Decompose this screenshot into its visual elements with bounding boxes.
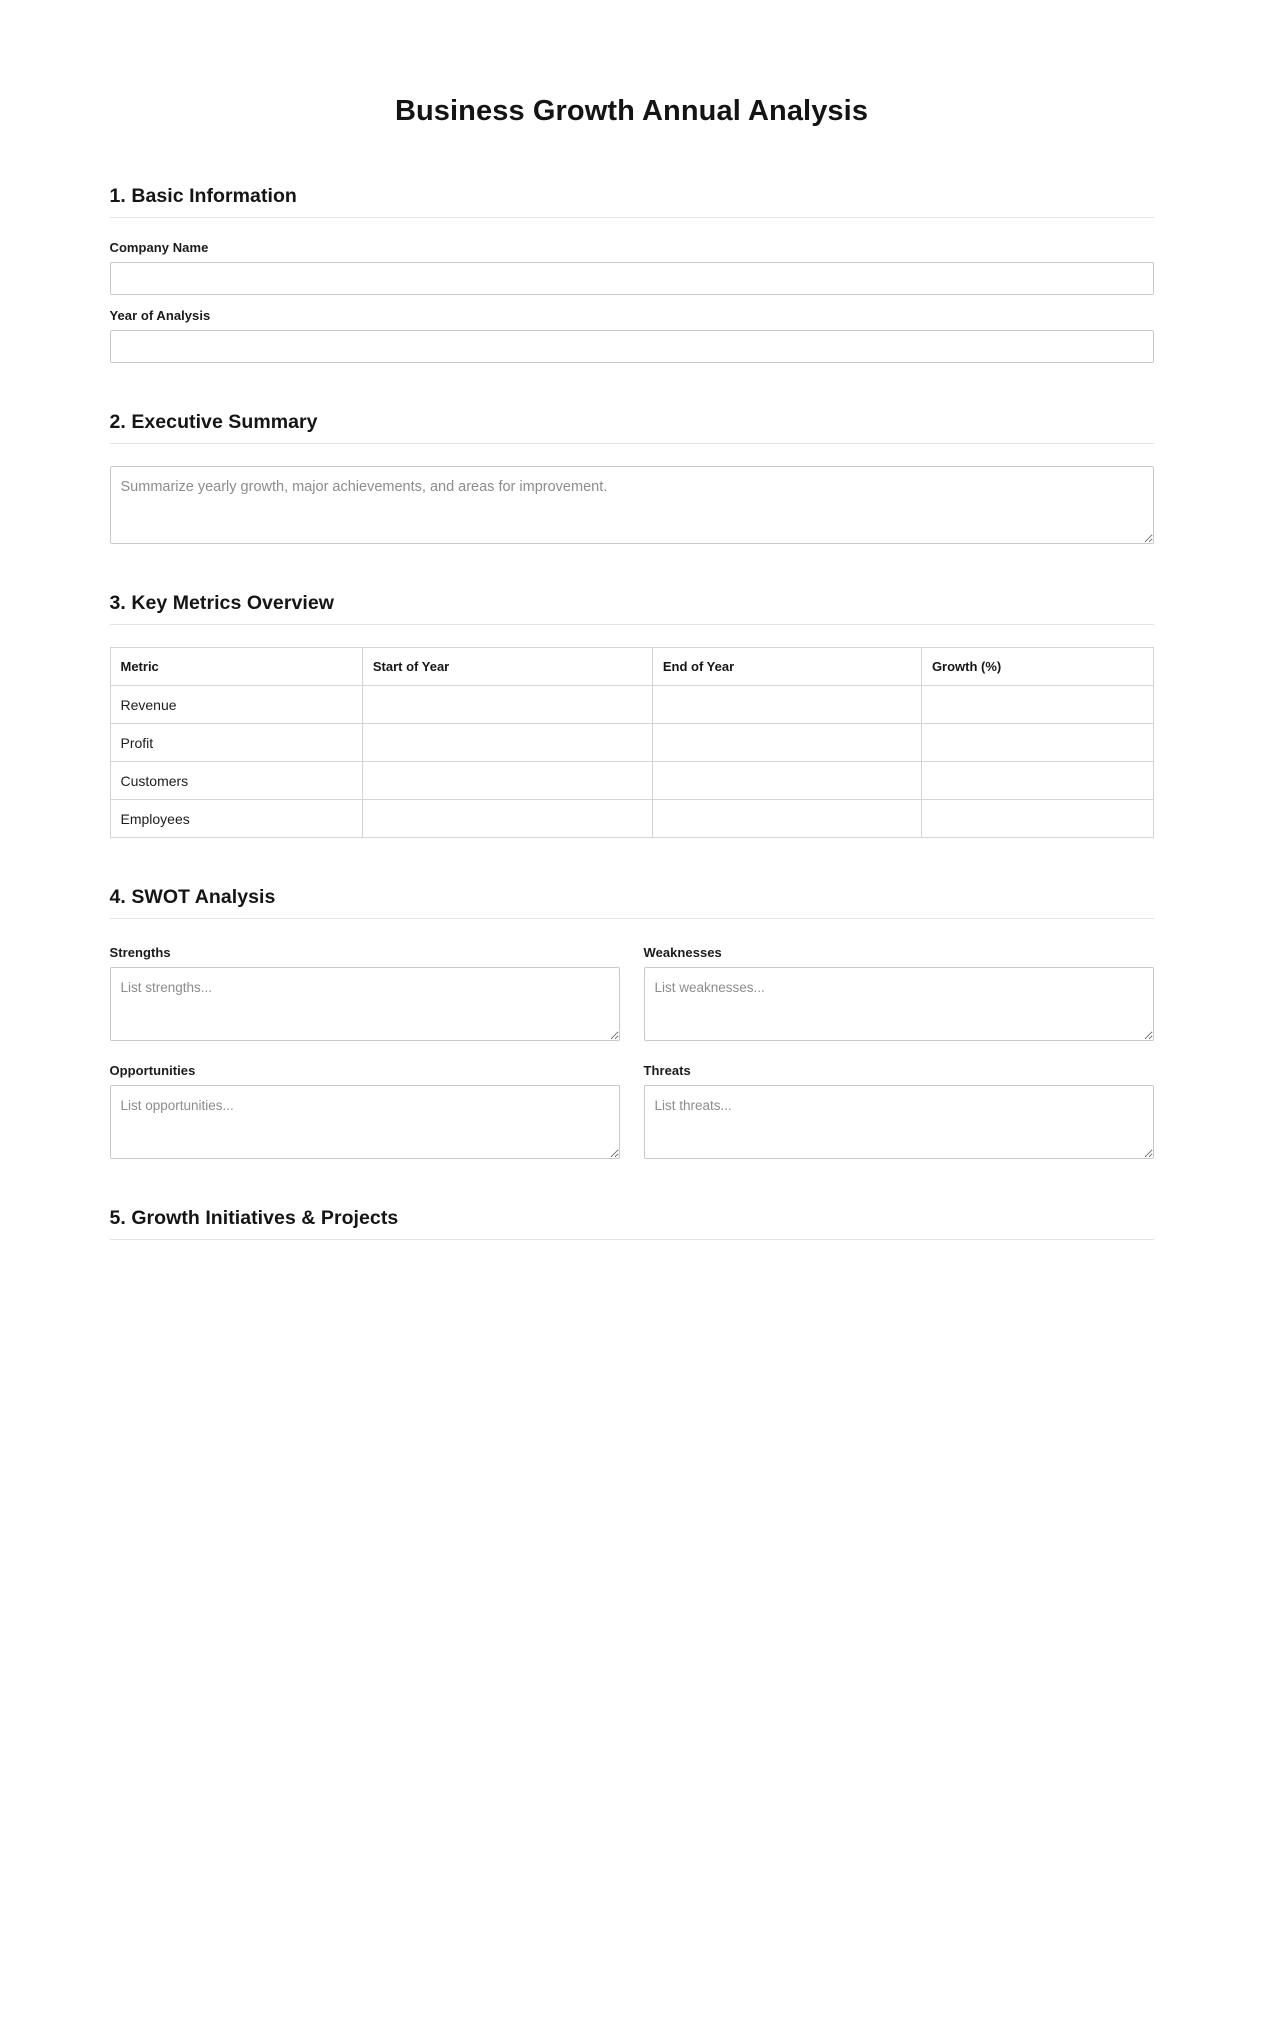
customers-growth-input[interactable]	[932, 773, 1143, 789]
customers-end-input[interactable]	[663, 773, 911, 789]
table-header-row	[110, 648, 1153, 686]
opportunities-label: Opportunities	[109, 1063, 196, 1078]
cell-start-of-year[interactable]	[362, 762, 652, 800]
section-heading-swot: 4. SWOT Analysis	[109, 886, 276, 908]
cell-growth[interactable]	[921, 800, 1153, 838]
column-header-end-of-year: End of Year	[652, 648, 921, 686]
profit-end-input[interactable]	[663, 735, 911, 751]
swot-quadrant-strengths	[110, 945, 620, 1041]
employees-start-input[interactable]	[373, 811, 642, 827]
revenue-growth-input[interactable]	[932, 697, 1143, 713]
swot-quadrant-opportunities	[110, 1063, 620, 1159]
profit-start-input[interactable]	[373, 735, 642, 751]
threats-label: Threats	[643, 1063, 691, 1078]
weaknesses-textarea[interactable]	[644, 967, 1154, 1041]
table-row	[110, 686, 1153, 724]
cell-start-of-year[interactable]	[362, 724, 652, 762]
cell-growth[interactable]	[921, 686, 1153, 724]
cell-start-of-year[interactable]	[362, 686, 652, 724]
cell-growth[interactable]	[921, 724, 1153, 762]
page-title: Business Growth Annual Analysis	[394, 95, 869, 127]
year-of-analysis-input[interactable]	[110, 330, 1154, 363]
cell-end-of-year[interactable]	[652, 800, 921, 838]
customers-start-input[interactable]	[373, 773, 642, 789]
swot-grid	[110, 945, 1154, 1159]
year-of-analysis-label: Year of Analysis	[109, 308, 211, 323]
weaknesses-label: Weaknesses	[643, 945, 722, 960]
table-row	[110, 800, 1153, 838]
section-divider	[110, 217, 1154, 218]
swot-quadrant-weaknesses	[644, 945, 1154, 1041]
cell-metric-name: Customers	[110, 762, 362, 800]
section-divider	[110, 918, 1154, 919]
revenue-end-input[interactable]	[663, 697, 911, 713]
section-divider	[110, 1239, 1154, 1240]
section-basic-information	[110, 185, 1154, 363]
section-swot-analysis	[110, 886, 1154, 1159]
key-metrics-table	[110, 647, 1154, 838]
executive-summary-textarea[interactable]	[110, 466, 1154, 544]
cell-end-of-year[interactable]	[652, 762, 921, 800]
section-divider	[110, 443, 1154, 444]
cell-start-of-year[interactable]	[362, 800, 652, 838]
section-heading-growth-initiatives: 5. Growth Initiatives & Projects	[109, 1207, 399, 1229]
table-row	[110, 724, 1153, 762]
strengths-label: Strengths	[109, 945, 171, 960]
cell-metric-name: Employees	[110, 800, 362, 838]
strengths-textarea[interactable]	[110, 967, 620, 1041]
form-content	[110, 128, 1154, 1302]
cell-metric-name: Profit	[110, 724, 362, 762]
profit-growth-input[interactable]	[932, 735, 1143, 751]
section-heading-basic-information: 1. Basic Information	[109, 185, 297, 207]
cell-end-of-year[interactable]	[652, 724, 921, 762]
section-heading-executive-summary: 2. Executive Summary	[109, 411, 318, 433]
table-header	[110, 648, 1153, 686]
cell-end-of-year[interactable]	[652, 686, 921, 724]
cell-growth[interactable]	[921, 762, 1153, 800]
swot-quadrant-threats	[644, 1063, 1154, 1159]
opportunities-textarea[interactable]	[110, 1085, 620, 1159]
column-header-metric: Metric	[110, 648, 362, 686]
column-header-start-of-year: Start of Year	[362, 648, 652, 686]
threats-textarea[interactable]	[644, 1085, 1154, 1159]
company-name-input[interactable]	[110, 262, 1154, 295]
revenue-start-input[interactable]	[373, 697, 642, 713]
section-divider	[110, 624, 1154, 625]
growth-initiatives-body	[110, 1262, 1154, 1302]
section-key-metrics-overview	[110, 592, 1154, 838]
table-body	[110, 686, 1153, 838]
company-name-label: Company Name	[109, 240, 209, 255]
column-header-growth: Growth (%)	[921, 648, 1153, 686]
section-heading-key-metrics: 3. Key Metrics Overview	[109, 592, 334, 614]
employees-growth-input[interactable]	[932, 811, 1143, 827]
section-growth-initiatives	[110, 1207, 1154, 1302]
cell-metric-name: Revenue	[110, 686, 362, 724]
section-executive-summary	[110, 411, 1154, 544]
employees-end-input[interactable]	[663, 811, 911, 827]
table-row	[110, 762, 1153, 800]
